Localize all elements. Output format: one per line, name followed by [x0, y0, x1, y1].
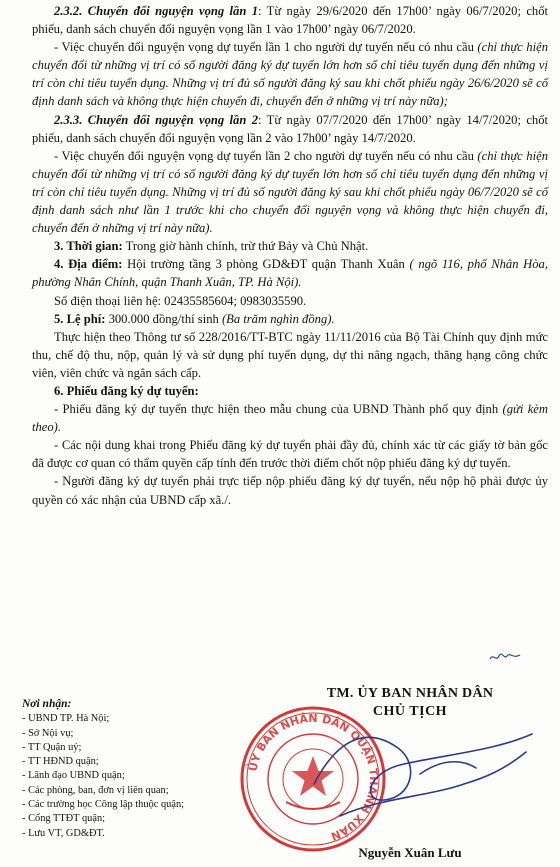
paragraph-italic: (chỉ thực hiện chuyển đổi từ những vị trí có số người đăng ký dự tuyển lớn hơn số chỉ tiêu tuyển dụng đến những vị trí còn chỉ tiêu tuyển dụng. Những vị trí đủ số người đăng ký sau khi chốt phiếu ngày 26/6/2020 sẽ cố định danh sách và không thực hiện chuyển đi, chuyển đến ở những vị trí này nữa); — [32, 40, 548, 109]
signer-name: Nguyễn Xuân Lưu — [358, 845, 462, 860]
recipient-item: - Sở Nội vụ; — [22, 727, 242, 741]
section-heading: 2.3.2. Chuyển đổi nguyện vọng lần 1 — [54, 4, 259, 18]
section-heading: 4. Địa điểm: — [54, 257, 123, 272]
recipients-block — [22, 697, 242, 841]
section-heading: 2.3.3. Chuyển đổi nguyện vọng lần 2 — [54, 112, 259, 127]
recipients-list — [22, 712, 242, 841]
document-body — [32, 2, 548, 509]
recipient-item: - TT HĐND quận; — [22, 755, 242, 769]
section-heading: 6. Phiếu đăng ký dự tuyển: — [54, 383, 199, 398]
section-5 — [32, 310, 548, 328]
contact-phone: Số điện thoại liên hệ: 02435585604; 0983035590. — [54, 293, 307, 308]
paragraph-text: - Việc chuyển đổi nguyện vọng dự tuyển lần 2 cho người dự tuyển nếu có nhu cầu — [54, 148, 478, 163]
section-5-detail: Thực hiện theo Thông tư số 228/2016/TT-BTC ngày 11/11/2016 của Bộ Tài Chính quy định mức thu, chế độ thu, nộp, quản lý và sử dụng phí tuyển dụng, dự thi nâng ngạch, thăng hạng công chức viên, viên chức và ngân sách cấp. — [32, 329, 548, 380]
recipient-item: - TT Quận uỷ; — [22, 741, 242, 755]
section-3 — [32, 237, 548, 255]
section-text: : Từ ngày 29/6/2020 đến 17h00’ ngày 06/7/2020; chốt phiếu, danh sách chuyển đổi nguyện vọng lần 1 vào 17h00’ ngày 06/7/2020. — [32, 4, 549, 37]
recipient-item: - Các phòng, ban, đơn vị liên quan; — [22, 784, 242, 798]
section-4 — [32, 255, 548, 291]
section-text: 300.000 đồng/thí sinh — [105, 311, 222, 326]
paragraph-text: - Phiếu đăng ký dự tuyển thực hiện theo mẫu chung của UBND Thành phố quy định — [54, 402, 503, 417]
section-6-p3: - Người đăng ký dự tuyển phải trực tiếp nộp phiếu đăng ký dự tuyển, nếu nộp hộ phải được ủy quyền có xác nhận của UBND cấp xã./. — [32, 474, 548, 507]
section-2-3-3 — [32, 111, 548, 147]
paragraph-text: - Việc chuyển đổi nguyện vọng dự tuyển lần 1 cho người dự tuyển nếu có nhu cầu — [54, 40, 478, 55]
recipient-item: - UBND TP. Hà Nội; — [22, 712, 242, 726]
section-2-3-2-detail — [32, 38, 548, 110]
recipient-item: - Cổng TTĐT quận; — [22, 812, 242, 826]
section-heading: 5. Lệ phí: — [54, 311, 106, 326]
authority-line: TM. ỦY BAN NHÂN DÂN — [326, 686, 494, 701]
position-line: CHỦ TỊCH — [372, 704, 448, 719]
section-2-3-3-detail — [32, 147, 548, 237]
section-text: Hội trường tầng 3 phòng GD&ĐT quận Thanh Xuân — [122, 257, 410, 272]
fee-in-words: (Ba trăm nghìn đồng). — [221, 311, 335, 326]
address-italic: ( ngõ 116, phố Nhân Hòa, phường Nhân Chính, quận Thanh Xuân, TP. Hà Nội). — [32, 257, 548, 290]
section-6-p1 — [32, 400, 548, 436]
section-2-3-2 — [32, 2, 548, 38]
section-heading: 3. Thời gian: — [54, 239, 123, 254]
initial-mark — [488, 651, 522, 663]
handwritten-signature — [300, 712, 540, 837]
section-text: : Từ ngày 07/7/2020 đến 17h00’ ngày 14/7/2020; chốt phiếu, danh sách chuyển đổi nguyện vọng lần 2 vào 17h00’ ngày 14/7/2020. — [32, 112, 549, 145]
recipient-item: - Các trường học Công lập thuộc quận; — [22, 798, 242, 812]
section-6 — [32, 382, 548, 400]
paragraph-italic: (chỉ thực hiện chuyển đổi từ những vị trí có số người đăng ký dự tuyển lớn hơn số chỉ tiêu tuyển dụng đến những vị trí còn chỉ tiêu tuyển dụng. Những vị trí đủ số người đăng ký sau khi chốt phiếu ngày 06/7/2020 sẽ cố định danh sách như lần 1 trước khi cho chuyển đổi nguyện vọng và không thực hiện chuyển đi, chuyển đến ở những vị trí này nữa). — [32, 148, 548, 236]
section-6-p2: - Các nội dung khai trong Phiếu đăng ký dự tuyển phải đầy đủ, chính xác từ các giấy tờ bản gốc đã được cơ quan có thẩm quyền cấp tính đến trước thời điểm chốt nộp phiếu đăng ký dự tuyển. — [32, 438, 548, 471]
recipient-item: - Lưu VT, GD&ĐT. — [22, 827, 242, 841]
seal-text: ỦY BAN NHÂN DÂN QUẬN THANH XUÂN — [246, 711, 381, 843]
recipient-item: - Lãnh đạo UBND quận; — [22, 769, 242, 783]
section-text: Trong giờ hành chính, trừ thứ Bảy và Chủ Nhật. — [122, 239, 369, 254]
recipients-title: Nơi nhận: — [22, 698, 72, 710]
paragraph-italic: (gửi kèm theo). — [32, 402, 548, 435]
